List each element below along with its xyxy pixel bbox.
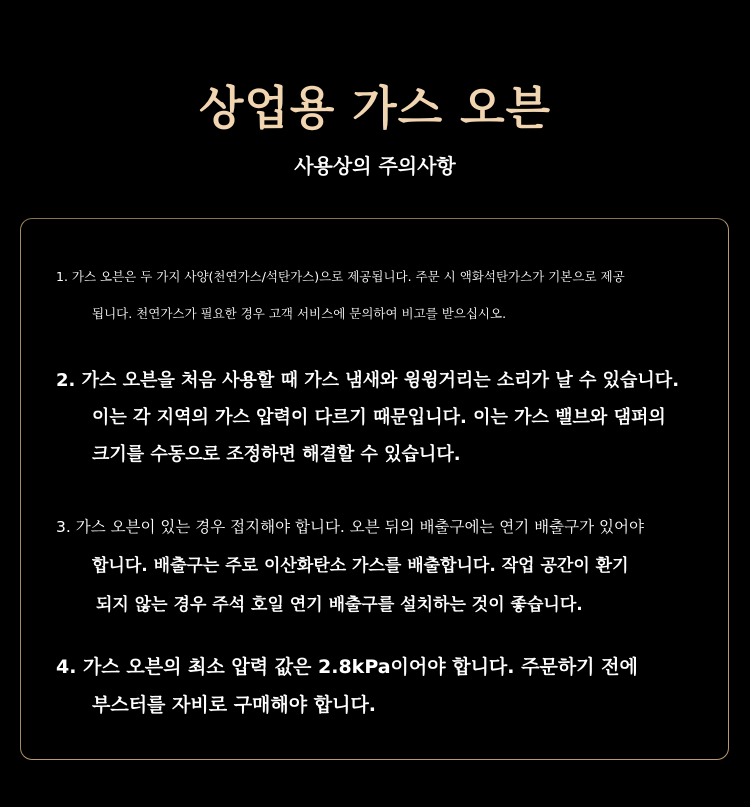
notice-item-4 (56, 648, 638, 724)
notice-item-2 (56, 362, 679, 473)
notice-item-3 (56, 508, 644, 625)
notice-item-3-line-2: 합니다. 배출구는 주로 이산화탄소 가스를 배출합니다. 작업 공간이 환기 (92, 556, 629, 576)
page-title: 상업용 가스 오븐 (198, 81, 552, 135)
notice-item-4-line-2: 부스터를 자비로 구매해야 합니다. (92, 694, 377, 716)
notice-item-4-line-1: 4. 가스 오븐의 최소 압력 값은 2.8kPa이어야 합니다. 주문하기 전에 (56, 656, 638, 678)
notice-item-2-line-3: 크기를 수동으로 조정하면 해결할 수 있습니다. (92, 444, 461, 465)
notice-item-1-line-1: 1. 가스 오븐은 두 가지 사양(천연가스/석탄가스)으로 제공됩니다. 주문 시 액화석탄가스가 기본으로 제공 (56, 269, 625, 284)
page-subtitle: 사용상의 주의사항 (294, 154, 456, 178)
notice-item-2-line-2: 이는 각 지역의 가스 압력이 다르기 때문입니다. 이는 가스 밸브와 댐퍼의 (92, 407, 666, 428)
notice-item-1-line-2: 됩니다. 천연가스가 필요한 경우 고객 서비스에 문의하여 비고를 받으십시오. (92, 306, 507, 321)
notice-item-3-line-1: 3. 가스 오븐이 있는 경우 접지해야 합니다. 오븐 뒤의 배출구에는 연기 배출구가 있어야 (56, 518, 644, 536)
notice-item-3-line-3: 되지 않는 경우 주석 호일 연기 배출구를 설치하는 것이 좋습니다. (96, 595, 583, 615)
notice-item-1 (56, 258, 625, 332)
notice-item-2-line-1: 2. 가스 오븐을 처음 사용할 때 가스 냄새와 윙윙거리는 소리가 날 수 있습니다. (56, 370, 680, 391)
